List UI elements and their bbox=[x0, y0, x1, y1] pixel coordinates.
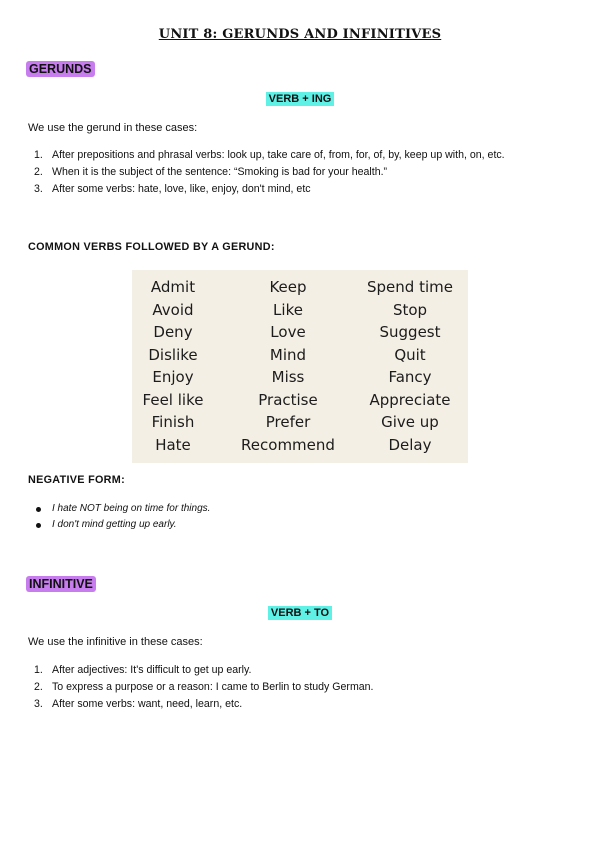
negative-examples-list bbox=[28, 501, 210, 533]
list-number: 2. bbox=[34, 681, 43, 693]
verb-cell: Love bbox=[270, 323, 306, 341]
infinitive-section-label: INFINITIVE bbox=[26, 576, 96, 592]
gerund-intro: We use the gerund in these cases: bbox=[28, 122, 198, 134]
verb-cell: Give up bbox=[381, 413, 439, 431]
list-item bbox=[28, 147, 505, 164]
verb-cell: Avoid bbox=[152, 300, 194, 319]
verb-cell: Miss bbox=[271, 368, 305, 386]
verb-column bbox=[132, 276, 214, 456]
verb-cell: Keep bbox=[269, 278, 307, 296]
list-text: When it is the subject of the sentence: “Smoking is bad for your health.” bbox=[52, 166, 388, 178]
list-item: I hate NOT being on time for things. bbox=[28, 501, 210, 517]
verb-cell: Quit bbox=[394, 345, 426, 364]
verb-cell: Enjoy bbox=[152, 368, 194, 386]
verb-column bbox=[354, 276, 466, 456]
verb-cell: Like bbox=[273, 300, 303, 319]
infinitive-intro: We use the infinitive in these cases: bbox=[28, 636, 203, 648]
verb-cell: Suggest bbox=[379, 323, 441, 341]
list-number: 3. bbox=[34, 183, 43, 195]
gerunds-section-label: GERUNDS bbox=[26, 61, 95, 77]
list-text: After adjectives: It's difficult to get up early. bbox=[52, 664, 252, 676]
verb-cell: Delay bbox=[388, 435, 432, 454]
list-item bbox=[28, 679, 374, 696]
gerund-verbs-table bbox=[132, 270, 468, 463]
common-verbs-heading: COMMON VERBS FOLLOWED BY A GERUND: bbox=[28, 241, 275, 253]
infinitive-cases-list bbox=[28, 662, 374, 713]
list-number: 1. bbox=[34, 664, 43, 676]
list-item bbox=[28, 164, 505, 181]
list-text: To express a purpose or a reason: I came to Berlin to study German. bbox=[52, 681, 374, 693]
list-number: 2. bbox=[34, 166, 43, 178]
verb-cell: Finish bbox=[151, 413, 195, 431]
verb-cell: Fancy bbox=[388, 368, 432, 386]
verb-cell: Recommend bbox=[241, 435, 335, 454]
gerund-formula-text: VERB + ING bbox=[266, 92, 335, 106]
list-item bbox=[28, 696, 374, 713]
list-text: After some verbs: want, need, learn, etc. bbox=[52, 698, 243, 710]
list-item: I don't mind getting up early. bbox=[28, 517, 210, 533]
verb-column bbox=[228, 276, 348, 456]
list-item bbox=[28, 181, 505, 198]
gerund-formula bbox=[0, 93, 600, 105]
list-number: 1. bbox=[34, 149, 43, 161]
list-number: 3. bbox=[34, 698, 43, 710]
negative-form-heading: NEGATIVE FORM: bbox=[28, 474, 125, 486]
list-text: After prepositions and phrasal verbs: look up, take care of, from, for, of, by, keep up with, on, etc. bbox=[52, 149, 505, 161]
verb-cell: Deny bbox=[153, 323, 193, 341]
verb-cell: Hate bbox=[155, 435, 191, 454]
verb-cell: Appreciate bbox=[369, 390, 451, 409]
verb-cell: Dislike bbox=[148, 345, 198, 364]
verb-cell: Mind bbox=[269, 345, 307, 364]
verb-cell: Prefer bbox=[265, 413, 311, 431]
gerund-cases-list bbox=[28, 147, 505, 198]
verb-cell: Stop bbox=[392, 300, 428, 319]
list-text: After some verbs: hate, love, like, enjoy, don't mind, etc bbox=[52, 183, 311, 195]
infinitive-formula bbox=[0, 607, 600, 619]
verb-cell: Feel like bbox=[142, 390, 204, 409]
verb-cell: Practise bbox=[258, 390, 318, 409]
verb-cell: Admit bbox=[150, 278, 196, 296]
infinitive-formula-text: VERB + TO bbox=[268, 606, 332, 620]
verb-cell: Spend time bbox=[367, 278, 453, 296]
list-item bbox=[28, 662, 374, 679]
page-title: UNIT 8: GERUNDS AND INFINITIVES bbox=[158, 27, 442, 42]
